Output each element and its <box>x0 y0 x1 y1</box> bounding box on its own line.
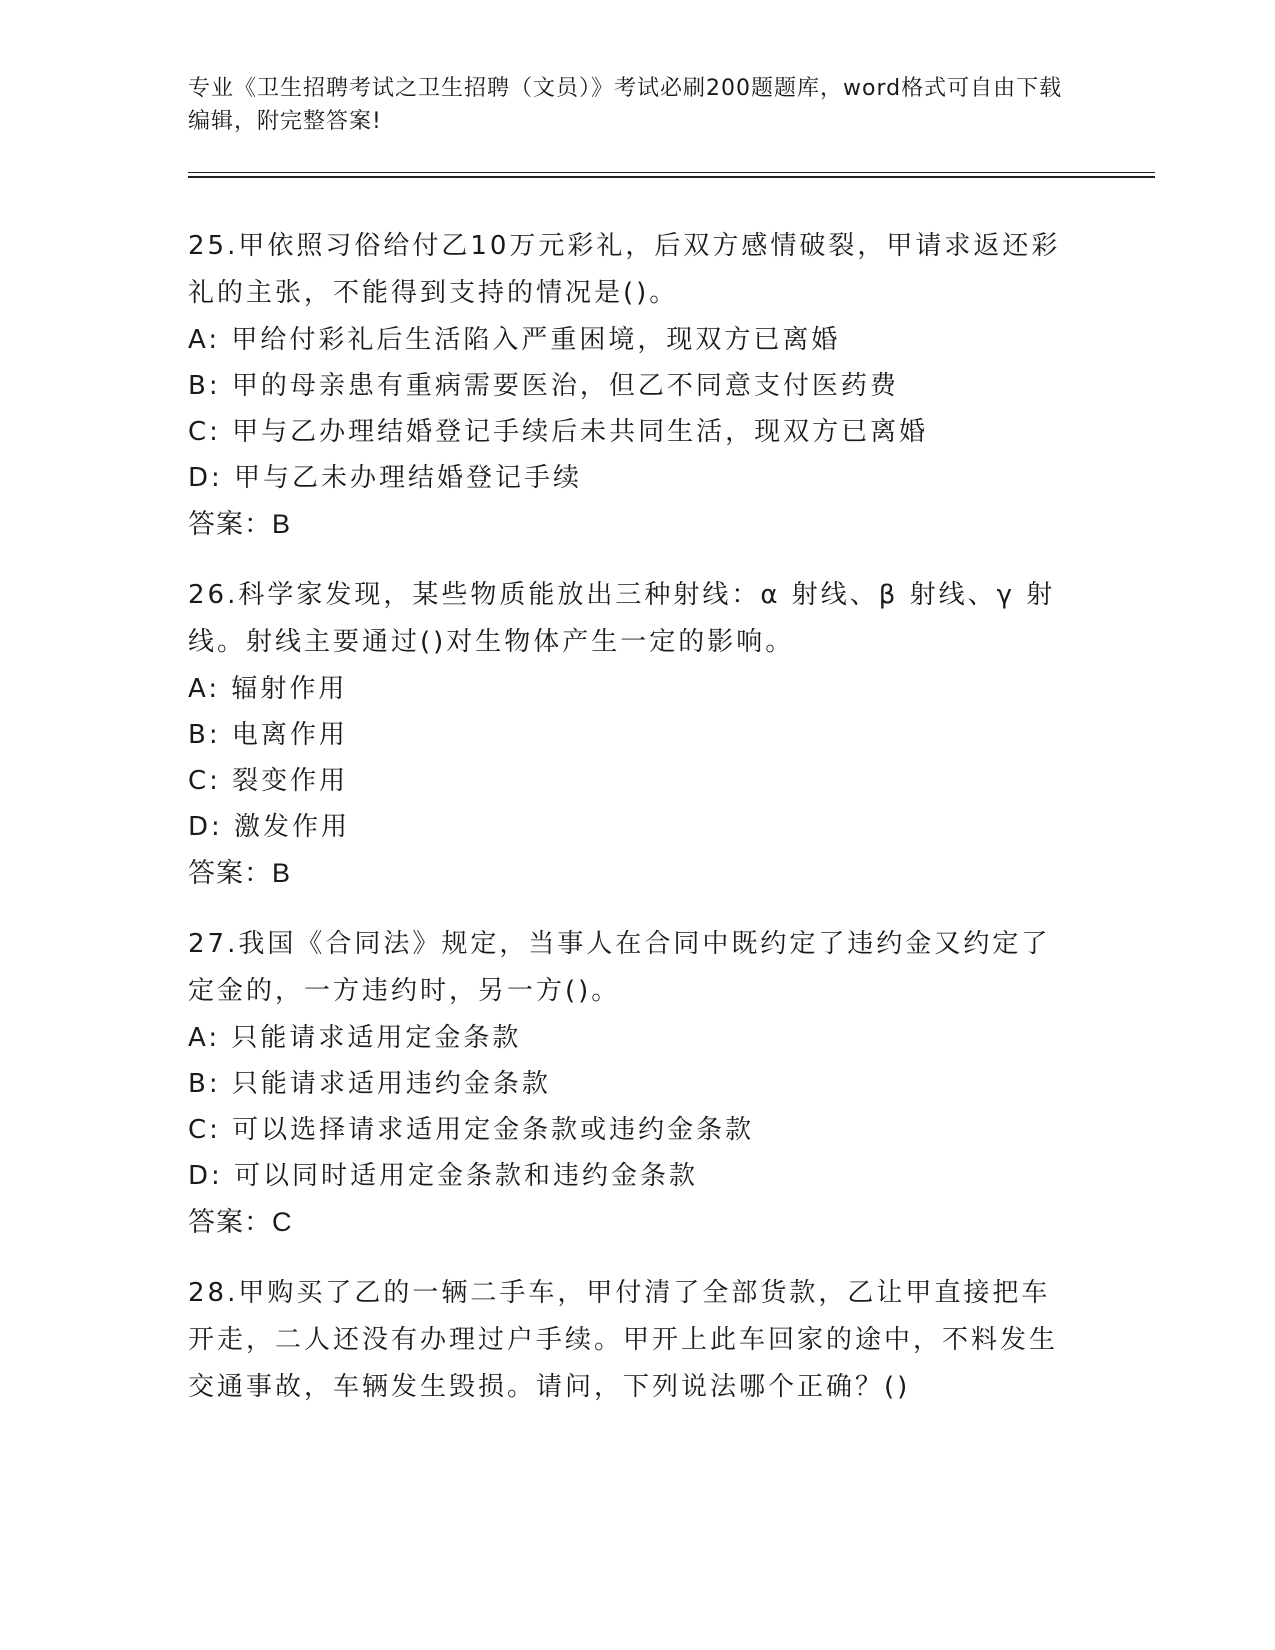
answer-line: 答案：B <box>188 509 292 539</box>
question-28 <box>188 1270 1078 1411</box>
question-27 <box>188 921 1078 1245</box>
option-a: A: 只能请求适用定金条款 <box>188 1023 522 1053</box>
option-b: B: 电离作用 <box>188 720 348 750</box>
option-c: C: 甲与乙办理结婚登记手续后未共同生活，现双方已离婚 <box>188 417 929 447</box>
header-divider-thick <box>188 176 1155 178</box>
option-d: D: 激发作用 <box>188 812 351 842</box>
question-stem: 26.科学家发现，某些物质能放出三种射线：α 射线、β 射线、γ 射线。射线主要通过()对生物体产生一定的影响。 <box>188 580 1056 657</box>
answer-line: 答案：C <box>188 1207 293 1237</box>
option-a: A: 甲给付彩礼后生活陷入严重困境，现双方已离婚 <box>188 325 841 355</box>
option-c: C: 可以选择请求适用定金条款或违约金条款 <box>188 1115 755 1145</box>
option-b: B: 甲的母亲患有重病需要医治，但乙不同意支付医药费 <box>188 371 899 401</box>
question-stem: 28.甲购买了乙的一辆二手车，甲付清了全部货款，乙让甲直接把车开走，二人还没有办理过户手续。甲开上此车回家的途中，不料发生交通事故，车辆发生毁损。请问，下列说法哪个正确？() <box>188 1278 1059 1402</box>
document-header: 专业《卫生招聘考试之卫生招聘（文员）》考试必刷200题题库，word格式可自由下载编辑，附完整答案! <box>188 76 1063 134</box>
answer-line: 答案：B <box>188 858 292 888</box>
option-b: B: 只能请求适用违约金条款 <box>188 1069 551 1099</box>
option-d: D: 可以同时适用定金条款和违约金条款 <box>188 1161 699 1191</box>
option-a: A: 辐射作用 <box>188 674 348 704</box>
option-c: C: 裂变作用 <box>188 766 349 796</box>
header-divider-thin <box>188 172 1155 173</box>
question-25 <box>188 223 1078 547</box>
question-stem: 27.我国《合同法》规定，当事人在合同中既约定了违约金又约定了定金的，一方违约时，另一方()。 <box>188 929 1051 1006</box>
question-stem: 25.甲依照习俗给付乙10万元彩礼，后双方感情破裂，甲请求返还彩礼的主张，不能得到支持的情况是()。 <box>188 231 1061 308</box>
question-26 <box>188 572 1078 896</box>
option-d: D: 甲与乙未办理结婚登记手续 <box>188 463 583 493</box>
